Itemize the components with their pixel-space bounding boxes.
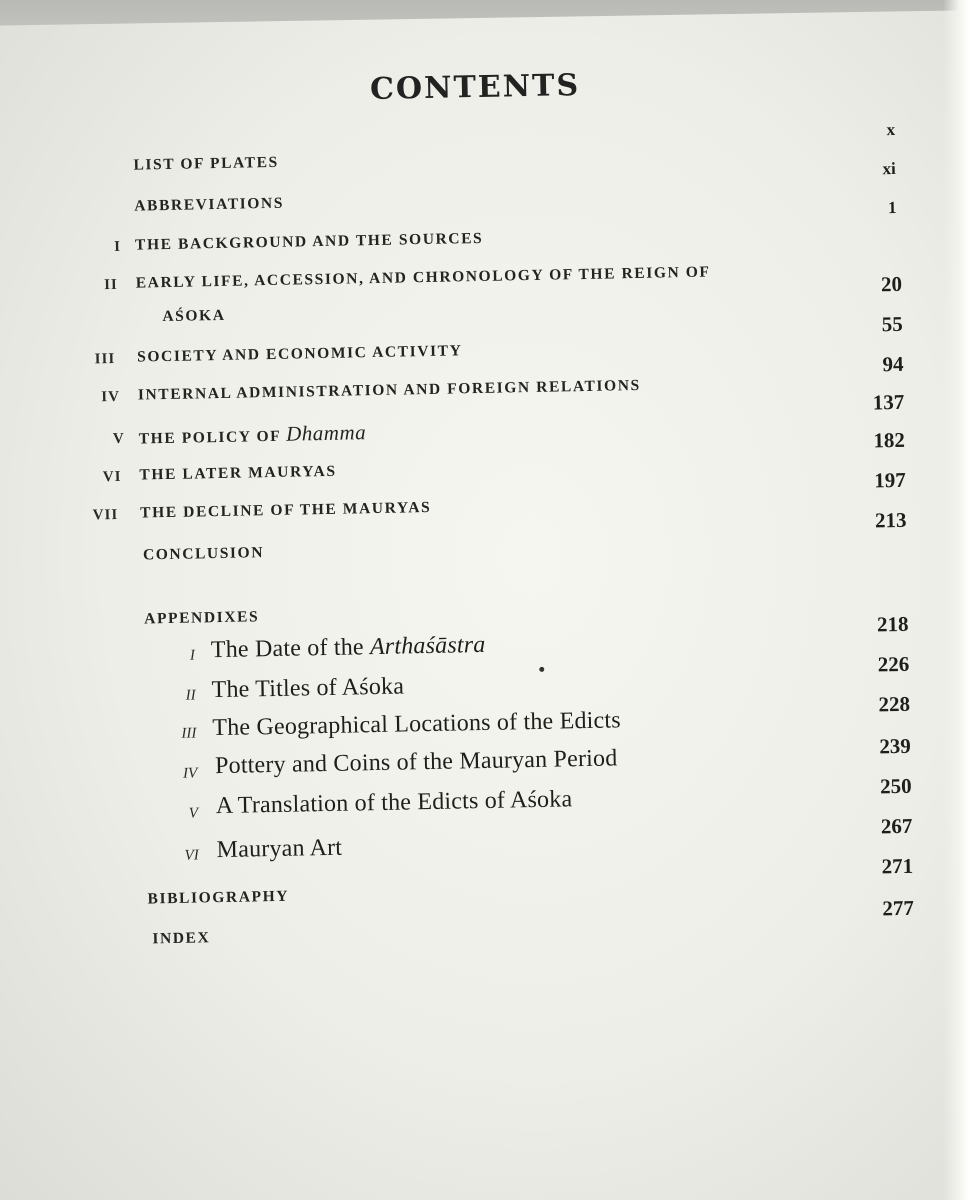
chapter-number: III	[94, 350, 116, 368]
front-item-page: xi	[882, 158, 896, 179]
page-title: CONTENTS	[369, 68, 581, 108]
chapter-number: II	[103, 276, 118, 294]
chapter-page: 20	[880, 271, 903, 297]
chapter-number: I	[114, 238, 122, 255]
bibliography-label: BIBLIOGRAPHY	[147, 887, 290, 908]
chapter-label-continued: AŚOKA	[162, 306, 226, 326]
chapter-page: 137	[872, 389, 905, 415]
appendix-number: VI	[184, 847, 199, 864]
appendix-label-italic: Arthaśāstra	[369, 631, 486, 661]
chapter-page: 1	[887, 197, 897, 218]
chapter-number: VI	[102, 468, 122, 486]
appendix-label	[211, 632, 486, 664]
chapter-number: V	[112, 430, 125, 448]
front-item-label: ABBREVIATIONS	[134, 194, 285, 215]
appendix-page: 226	[877, 651, 910, 677]
chapter-label: SOCIETY AND ECONOMIC ACTIVITY	[137, 342, 463, 366]
chapter-number: VII	[92, 506, 119, 524]
appendix-number: V	[188, 805, 199, 822]
appendix-page: 267	[880, 813, 913, 839]
front-item-page: x	[886, 119, 896, 140]
appendix-label: The Titles of Aśoka	[211, 673, 405, 704]
chapter-label-text: THE POLICY OF	[138, 427, 281, 448]
appendix-label: Pottery and Coins of the Mauryan Period	[214, 745, 618, 780]
chapter-page: 55	[881, 311, 903, 337]
chapter-page: 197	[873, 467, 906, 493]
appendixes-heading: APPENDIXES	[144, 608, 260, 628]
chapter-label-italic: Dhamma	[285, 420, 367, 446]
chapter-label: EARLY LIFE, ACCESSION, AND CHRONOLOGY OF THE REIGN OF	[135, 263, 711, 292]
appendix-page: 239	[879, 733, 912, 759]
chapter-page: 94	[882, 351, 904, 377]
appendix-label: The Geographical Locations of the Edicts	[212, 707, 622, 742]
chapter-page: 182	[873, 427, 906, 453]
index-label: INDEX	[152, 929, 211, 948]
appendix-page: 250	[879, 773, 912, 799]
appendix-label-text: The Date of the	[210, 634, 364, 664]
appendix-page: 228	[878, 691, 911, 717]
chapter-label: INTERNAL ADMINISTRATION AND FOREIGN RELATIONS	[137, 376, 641, 404]
bibliography-page: 271	[881, 853, 914, 879]
appendix-label: A Translation of the Edicts of Aśoka	[215, 786, 573, 820]
appendix-number: III	[181, 725, 197, 742]
front-item-label: LIST OF PLATES	[133, 153, 279, 174]
appendix-label: Mauryan Art	[216, 834, 343, 864]
appendix-number: II	[185, 687, 196, 704]
chapter-label: THE DECLINE OF THE MAURYAS	[140, 498, 432, 522]
chapter-label: THE BACKGROUND AND THE SOURCES	[134, 229, 484, 254]
chapter-label	[138, 420, 366, 449]
appendix-number: IV	[182, 765, 198, 782]
conclusion-label: CONCLUSION	[142, 544, 265, 564]
index-page: 277	[882, 895, 915, 921]
ink-speck	[539, 667, 544, 672]
appendix-page: 218	[876, 611, 909, 637]
chapter-label: THE LATER MAURYAS	[139, 462, 337, 484]
appendix-number: I	[189, 647, 196, 664]
chapter-number: IV	[101, 388, 121, 406]
conclusion-page: 213	[874, 507, 907, 533]
